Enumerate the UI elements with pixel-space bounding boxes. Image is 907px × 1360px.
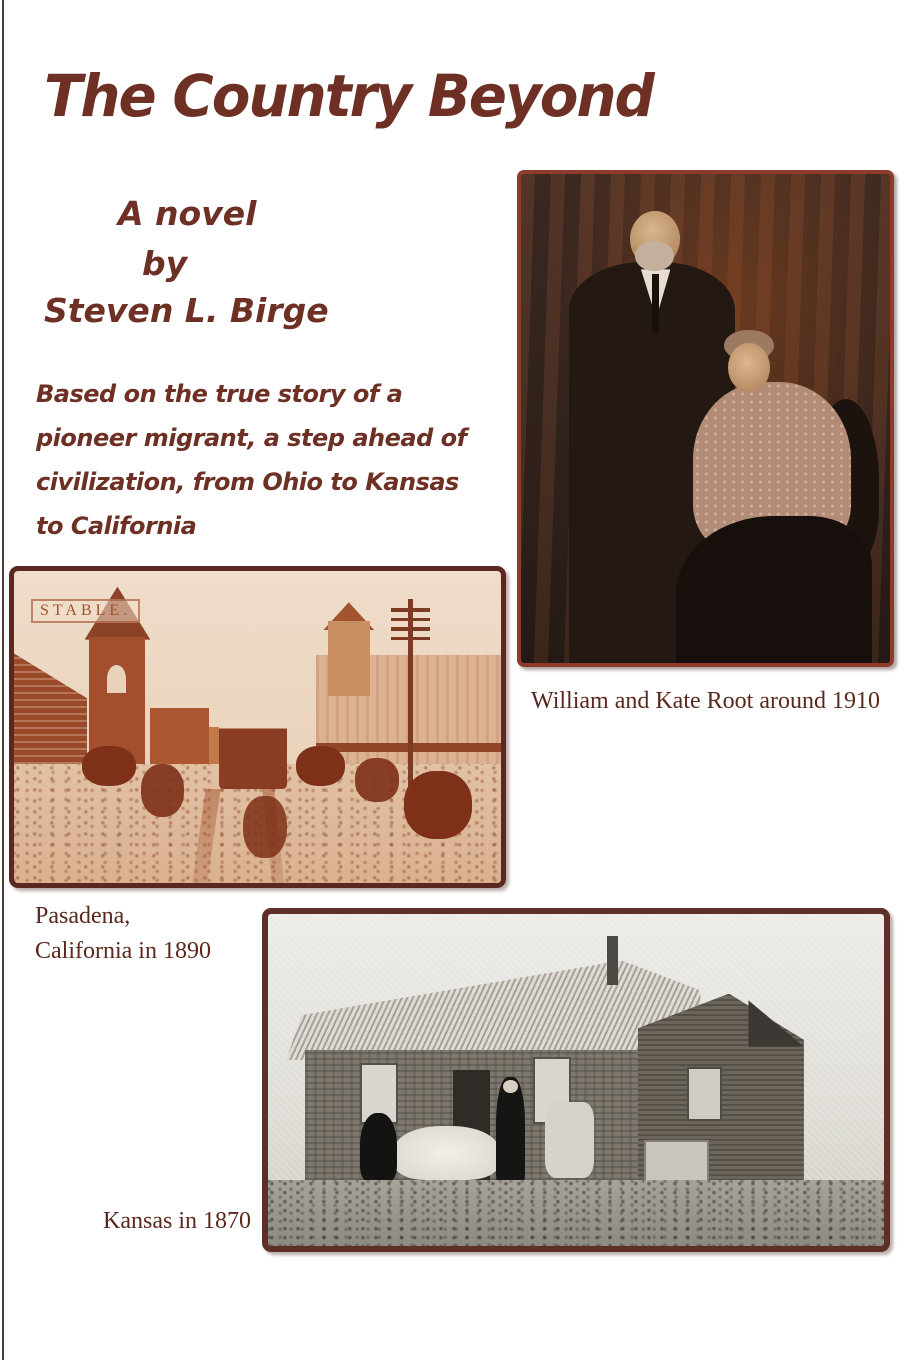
woman-head — [728, 343, 770, 392]
horse-carriage — [404, 771, 472, 840]
horse-carriage — [243, 796, 287, 858]
horse-carriage — [141, 764, 185, 817]
pasadena-photo — [9, 566, 506, 888]
pasadena-caption-line-1: Pasadena, — [35, 903, 131, 929]
kansas-caption: Kansas in 1870 — [103, 1208, 251, 1234]
telegraph-crossarm — [391, 637, 430, 640]
man-tie — [652, 274, 659, 333]
horse-carriage — [82, 746, 136, 787]
byline-novel: A novel — [118, 194, 257, 233]
portrait-caption: William and Kate Root around 1910 — [531, 688, 880, 714]
right-tower — [328, 621, 369, 696]
window — [687, 1067, 722, 1121]
tower-window — [107, 665, 126, 693]
standing-settler — [496, 1077, 526, 1193]
tagline-line-3: civilization, from Ohio to Kansas — [36, 468, 459, 496]
woman-skirt — [676, 516, 872, 663]
left-edge-rule — [2, 0, 4, 1360]
kansas-photo — [262, 908, 890, 1252]
portrait-photo-image — [521, 174, 890, 663]
horse-carriage — [355, 758, 399, 802]
table-with-cloth — [394, 1126, 499, 1179]
telegraph-crossarm — [391, 627, 430, 630]
telegraph-crossarm — [391, 608, 430, 611]
stovepipe-chimney — [607, 936, 618, 986]
byline-author: Steven L. Birge — [44, 291, 329, 330]
pasadena-caption — [35, 899, 211, 969]
pasadena-photo-image — [14, 571, 501, 883]
byline-by: by — [142, 244, 188, 283]
pasadena-caption-line-2: California in 1890 — [35, 938, 211, 964]
grass-foreground — [268, 1180, 884, 1246]
man-beard — [635, 241, 674, 271]
tagline-line-4: to California — [36, 512, 197, 540]
tagline — [36, 372, 467, 548]
tagline-line-2: pioneer migrant, a step ahead of — [36, 424, 467, 452]
rocking-chair — [545, 1102, 594, 1178]
telegraph-crossarm — [391, 618, 430, 621]
book-title: The Country Beyond — [44, 62, 653, 130]
horse-carriage — [296, 746, 345, 787]
seated-settler — [360, 1113, 397, 1183]
portrait-photo — [517, 170, 894, 667]
stable-sign: STABLE. — [31, 599, 140, 623]
streetcar — [219, 715, 287, 790]
kansas-photo-image — [268, 914, 884, 1246]
tagline-line-1: Based on the true story of a — [36, 380, 403, 408]
